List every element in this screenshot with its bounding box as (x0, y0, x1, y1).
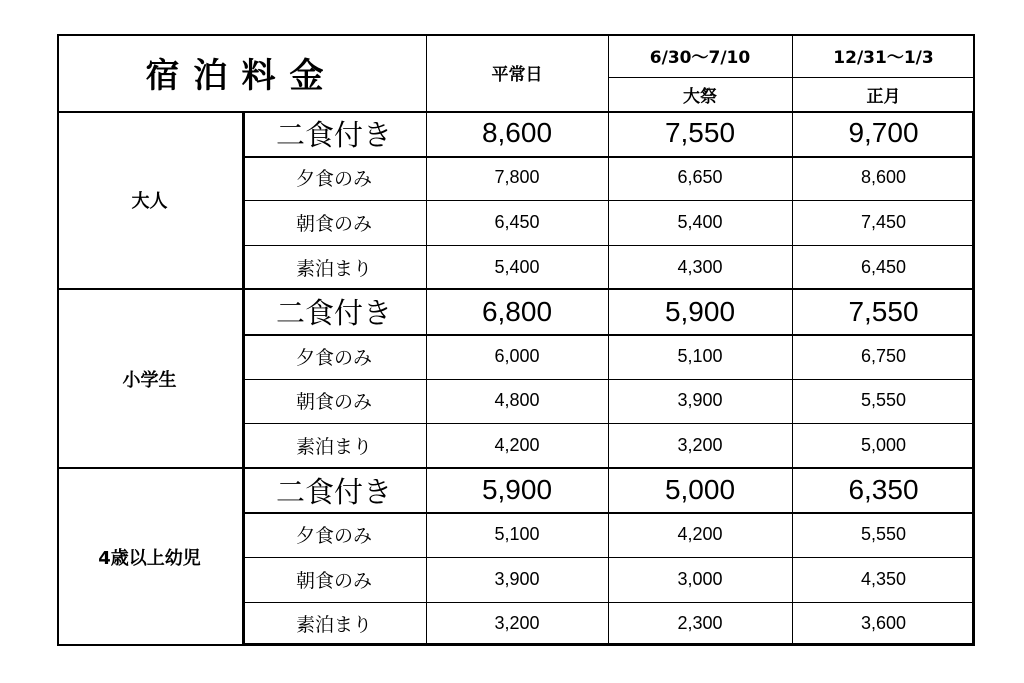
header-divider (57, 111, 975, 113)
price-cell: 3,900 (677, 390, 723, 411)
table-border-left (57, 34, 59, 646)
price-cell: 2,300 (677, 613, 723, 634)
column-header-label: 大祭 (683, 86, 717, 107)
column-header-date-range: 6/30～7/10 (649, 48, 751, 68)
guest-category-label: 大人 (131, 191, 168, 213)
meal-plan-label: 夕食のみ (295, 525, 372, 548)
price-cell: 5,550 (860, 524, 907, 545)
meal-plan-label: 朝食のみ (295, 391, 372, 414)
price-cell: 4,300 (677, 256, 723, 277)
price-cell: 5,000 (664, 474, 736, 506)
price-cell: 4,200 (677, 524, 723, 545)
price-cell: 7,550 (664, 117, 736, 149)
rate-table (57, 34, 975, 646)
price-cell: 3,000 (677, 568, 723, 589)
price-cell: 7,800 (494, 167, 540, 188)
price-cell: 5,550 (860, 390, 907, 411)
grid-line (608, 34, 609, 111)
group-divider (57, 288, 975, 290)
guest-category-label: 小学生 (122, 369, 177, 391)
meal-plan-label: 夕食のみ (295, 168, 372, 191)
column-header-regular: 平常日 (491, 65, 543, 85)
price-cell: 5,900 (481, 474, 553, 506)
price-cell: 7,450 (860, 211, 907, 232)
price-cell: 3,200 (677, 434, 723, 455)
price-cell: 3,600 (860, 613, 907, 634)
meal-plan-label: 二食付き (275, 117, 392, 152)
price-cell: 5,400 (677, 211, 723, 232)
meal-plan-label: 素泊まり (295, 435, 372, 458)
row-divider (242, 512, 975, 514)
meal-plan-label: 朝食のみ (295, 569, 372, 592)
table-border-bottom-thick (242, 643, 975, 646)
price-cell: 7,550 (848, 295, 919, 327)
guest-category-label: 4歳以上幼児 (98, 547, 201, 569)
price-cell: 8,600 (860, 167, 907, 188)
price-cell: 5,400 (494, 256, 540, 277)
price-cell: 6,000 (494, 345, 540, 366)
meal-plan-label: 夕食のみ (295, 346, 372, 369)
group-divider (57, 467, 975, 469)
price-cell: 4,350 (860, 568, 907, 589)
row-divider (242, 156, 975, 158)
row-divider (242, 245, 975, 246)
column-header-label: 正月 (866, 86, 901, 107)
price-cell: 4,800 (494, 390, 540, 411)
price-cell: 6,450 (860, 256, 907, 277)
meal-plan-label: 素泊まり (295, 257, 372, 280)
price-cell: 3,900 (494, 568, 540, 589)
row-divider (242, 334, 975, 336)
meal-plan-label: 二食付き (275, 474, 392, 509)
price-cell: 3,200 (494, 613, 540, 634)
row-divider (242, 200, 975, 201)
meal-plan-label: 素泊まり (295, 614, 372, 637)
meal-plan-label: 二食付き (275, 296, 392, 331)
meal-plan-label: 朝食のみ (295, 212, 372, 235)
price-cell: 5,900 (664, 295, 736, 327)
grid-line (792, 34, 793, 111)
price-cell: 6,800 (481, 295, 553, 327)
price-cell: 5,000 (860, 434, 907, 455)
price-cell: 4,200 (494, 434, 540, 455)
table-title: 宿泊料金 (145, 56, 338, 96)
price-cell: 5,100 (494, 524, 540, 545)
price-cell: 6,450 (494, 211, 540, 232)
price-cell: 5,100 (677, 345, 723, 366)
row-divider (242, 423, 975, 424)
row-divider (242, 379, 975, 380)
price-cell: 9,700 (848, 117, 919, 149)
price-cell: 8,600 (481, 117, 553, 149)
row-divider (242, 557, 975, 558)
row-divider (242, 602, 975, 603)
grid-line (426, 34, 427, 111)
price-cell: 6,750 (860, 345, 907, 366)
table-border-top (57, 34, 975, 36)
column-header-date-range: 12/31～1/3 (833, 48, 934, 68)
price-cell: 6,350 (848, 474, 919, 506)
price-cell: 6,650 (677, 167, 723, 188)
